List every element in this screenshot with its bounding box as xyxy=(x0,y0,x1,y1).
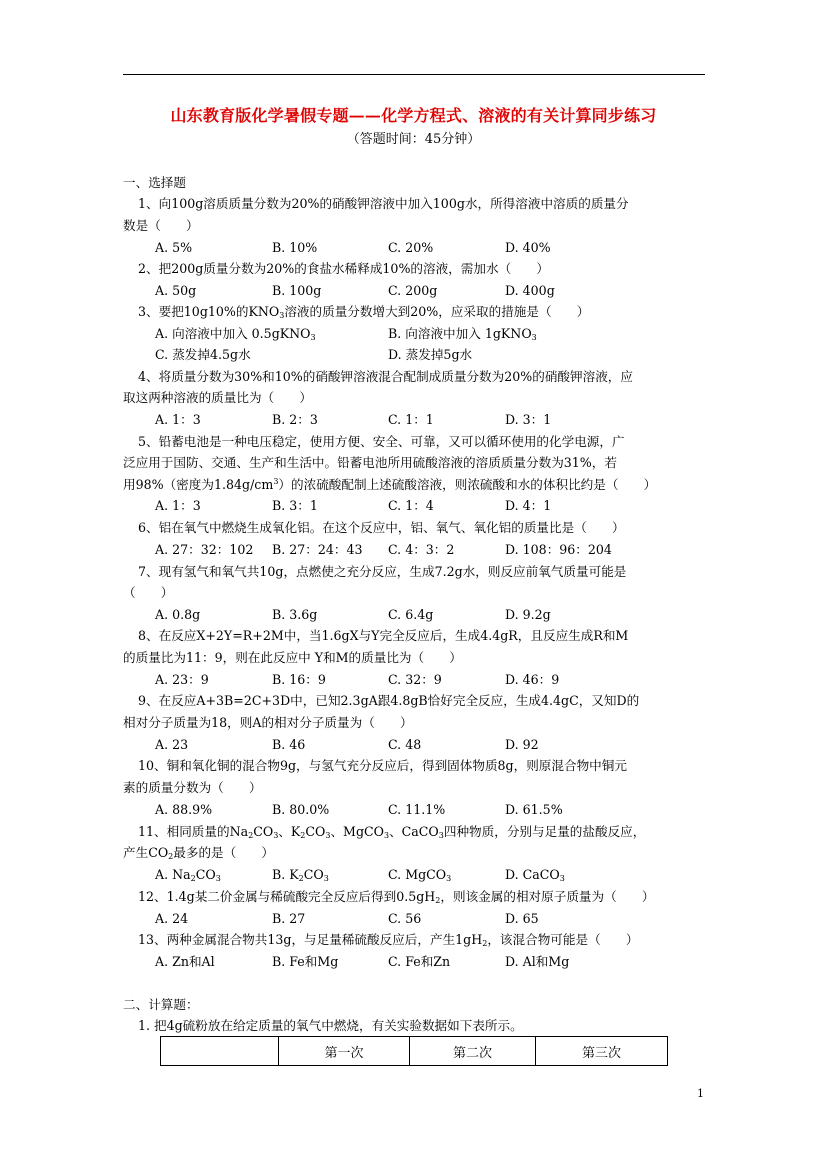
q6-option-b: B. 27：24：43 xyxy=(272,542,363,557)
q6-option-d: D. 108：96：204 xyxy=(505,542,612,557)
question-5-line-1: 5、铅蓄电池是一种电压稳定，使用方便、安全、可靠，又可以循环使用的化学电源，广 xyxy=(138,434,625,449)
table-header-row xyxy=(161,1037,668,1066)
q9-option-c: C. 48 xyxy=(388,737,422,752)
question-12-line-1: 12、1.4g某二价金属与稀硫酸完全反应后得到$0.5gH_2$，则该金属的相对原子质量为（ ） xyxy=(138,889,655,905)
q6-option-a: A. 27：32：102 xyxy=(155,542,254,557)
question-13-line-1: 13、两种金属混合物共13g，与足量稀硫酸反应后，产生$1gH_2$，该混合物可能是（ ） xyxy=(138,932,639,948)
q1-option-a: A. 5% xyxy=(155,240,193,255)
q1-option-c: C. 20% xyxy=(388,240,434,255)
q11-option-a: A. $Na_2CO_3$ xyxy=(155,867,221,883)
q13-option-a: A. Zn和Al xyxy=(155,954,215,969)
question-11-line-2: 产生$CO_2$最多的是（ ） xyxy=(123,845,274,861)
q6-option-c: C. 4：3：2 xyxy=(388,542,455,557)
q8-option-d: D. 46：9 xyxy=(505,672,560,687)
question-9-line-2: 相对分子质量为18，则A的相对分子质量为（ ） xyxy=(123,715,413,730)
q13-option-b: B. Fe和Mg xyxy=(272,954,339,969)
q11-option-c: C. MgCO$_3$ xyxy=(388,867,452,883)
q11-option-d: D. CaCO$_3$ xyxy=(505,867,565,883)
q7-option-b: B. 3.6g xyxy=(272,607,318,622)
question-10-line-2: 素的质量分数为（ ） xyxy=(123,780,262,795)
q1-option-d: D. 40% xyxy=(505,240,551,255)
q2-option-a: A. 50g xyxy=(155,283,197,298)
q10-option-c: C. 11.1% xyxy=(388,802,446,817)
q8-option-b: B. 16：9 xyxy=(272,672,326,687)
q13-option-d: D. Al和Mg xyxy=(505,954,570,969)
table-header-cell: 第二次 xyxy=(410,1037,536,1066)
document-subtitle: （答题时间：45分钟） xyxy=(346,132,481,147)
question-4-line-1: 4、将质量分数为30%和10%的硝酸钾溶液混合配制成质量分数为20%的硝酸钾溶液，应 xyxy=(138,369,633,384)
question-8-line-2: 的质量比为11：9，则在此反应中 Y和M的质量比为（ ） xyxy=(123,650,462,665)
question-7-line-1: 7、现有氢气和氧气共10g，点燃使之充分反应，生成7.2g水，则反应前氧气质量可能是 xyxy=(138,564,627,579)
q2-option-c: C. 200g xyxy=(388,283,438,298)
q2-option-d: D. 400g xyxy=(505,283,555,298)
q7-option-c: C. 6.4g xyxy=(388,607,434,622)
question-6-line-1: 6、铝在氧气中燃烧生成氧化铝。在这个反应中，铝、氧气、氧化铝的质量比是（ ） xyxy=(138,520,625,535)
q9-option-a: A. 23 xyxy=(155,737,189,752)
q10-option-d: D. 61.5% xyxy=(505,802,563,817)
section-heading-calc: 二、计算题： xyxy=(123,997,199,1012)
q12-option-c: C. 56 xyxy=(388,911,422,926)
question-10-line-1: 10、铜和氧化铜的混合物9g，与氢气充分反应后，得到固体物质8g，则原混合物中铜元 xyxy=(138,758,627,773)
question-8-line-1: 8、在反应X+2Y=R+2M中，当1.6gX与Y完全反应后，生成4.4gR，且反应生成R和M xyxy=(138,628,629,643)
q12-option-b: B. 27 xyxy=(272,911,306,926)
question-5-line-2: 泛应用于国防、交通、生产和生活中。铅蓄电池所用硫酸溶液的溶质质量分数为31%，若 xyxy=(123,455,617,470)
question-4-line-2: 取这两种溶液的质量比为（ ） xyxy=(123,390,312,405)
header-rule xyxy=(123,74,705,75)
q2-option-b: B. 100g xyxy=(272,283,322,298)
question-11-line-1: 11、相同质量的$Na_2CO_3$、$K_2CO_3$、MgCO$_3$、CaCO$_3$四种物质，分别与足量的盐酸反应， xyxy=(138,824,646,840)
q4-option-b: B. 2：3 xyxy=(272,412,318,427)
q3-option-b: B. 向溶液中加入 1gKNO$_3$ xyxy=(388,326,537,342)
q7-option-a: A. 0.8g xyxy=(155,607,201,622)
q12-option-d: D. 65 xyxy=(505,911,539,926)
experiment-table xyxy=(160,1036,668,1066)
q3-option-a: A. 向溶液中加入 0.5gKNO$_3$ xyxy=(155,326,316,342)
q4-option-d: D. 3：1 xyxy=(505,412,552,427)
q3-option-c: C. 蒸发掉4.5g水 xyxy=(155,347,251,362)
q4-option-a: A. 1：3 xyxy=(155,412,201,427)
question-5-line-3: 用98%（密度为$1.84g/cm^3$）的浓硫酸配制上述硫酸溶液，则浓硫酸和水的体积比约是（ ） xyxy=(123,477,657,492)
q10-option-a: A. 88.9% xyxy=(155,802,213,817)
q11-option-b: B. $K_2CO_3$ xyxy=(272,867,329,883)
q8-option-c: C. 32：9 xyxy=(388,672,442,687)
q9-option-b: B. 46 xyxy=(272,737,306,752)
document-title: 山东教育版化学暑假专题——化学方程式、溶液的有关计算同步练习 xyxy=(170,106,657,125)
question-3-line-1: 3、要把10g10%的$KNO_3$溶液的质量分数增大到20%，应采取的措施是（ ） xyxy=(138,304,590,320)
q1-option-b: B. 10% xyxy=(272,240,318,255)
section-heading-choice: 一、选择题 xyxy=(123,175,186,190)
table-header-cell xyxy=(161,1037,279,1066)
q5-option-d: D. 4：1 xyxy=(505,498,552,513)
question-1-line-2: 数是（ ） xyxy=(123,218,199,233)
q3-option-d: D. 蒸发掉5g水 xyxy=(388,347,473,362)
q5-option-b: B. 3：1 xyxy=(272,498,318,513)
question-1-line-1: 1、向100g溶质质量分数为20%的硝酸钾溶液中加入100g水，所得溶液中溶质的质量分 xyxy=(138,196,629,211)
calc-question-1: 1. 把4g硫粉放在给定质量的氧气中燃烧，有关实验数据如下表所示。 xyxy=(138,1018,523,1033)
question-2-line-1: 2、把200g质量分数为20%的食盐水稀释成10%的溶液，需加水（ ） xyxy=(138,261,549,276)
table-header-cell: 第三次 xyxy=(536,1037,668,1066)
q10-option-b: B. 80.0% xyxy=(272,802,330,817)
q12-option-a: A. 24 xyxy=(155,911,189,926)
q13-option-c: C. Fe和Zn xyxy=(388,954,451,969)
question-9-line-1: 9、在反应A+3B=2C+3D中，已知2.3gA跟4.8gB恰好完全反应，生成4.4gC，又知D的 xyxy=(138,693,640,708)
q5-option-a: A. 1：3 xyxy=(155,498,201,513)
q9-option-d: D. 92 xyxy=(505,737,539,752)
q8-option-a: A. 23：9 xyxy=(155,672,209,687)
q4-option-c: C. 1：1 xyxy=(388,412,434,427)
q7-option-d: D. 9.2g xyxy=(505,607,551,622)
question-7-line-2: （ ） xyxy=(123,585,174,600)
page-number: 1 xyxy=(697,1087,704,1100)
q5-option-c: C. 1：4 xyxy=(388,498,434,513)
table-header-cell: 第一次 xyxy=(279,1037,410,1066)
